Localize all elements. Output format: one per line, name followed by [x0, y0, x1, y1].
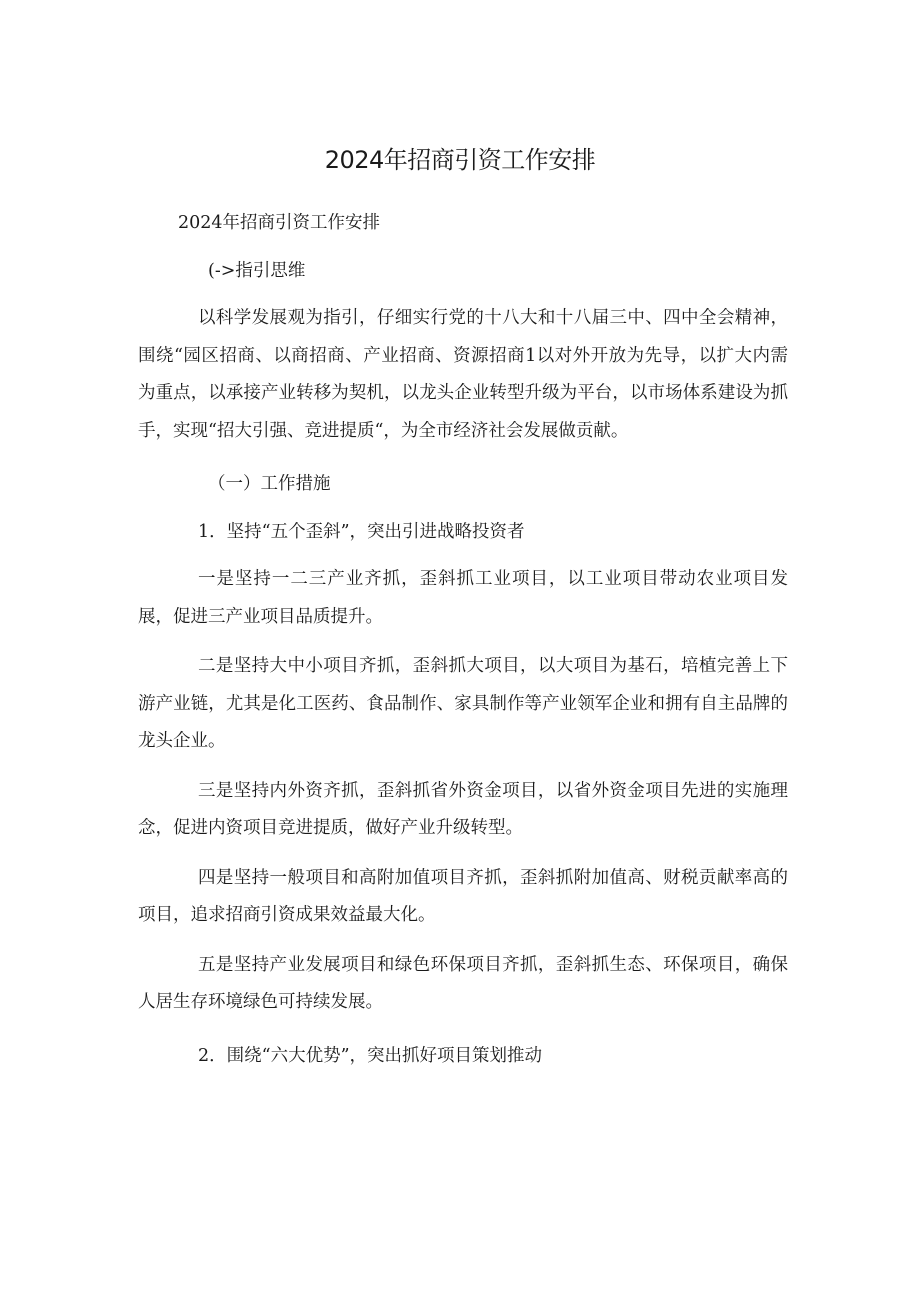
paragraph-point-3: 三是坚持内外资齐抓，歪斜抓省外资金项目，以省外资金项目先进的实施理念，促进内资项目竞进提质，做好产业升级转型。 — [138, 780, 788, 838]
paragraph-guiding: 以科学发展观为指引，仔细实行党的十八大和十八届三中、四中全会精神，围绕“园区招商、以商招商、产业招商、资源招商1以对外开放为先导，以扩大内需为重点，以承接产业转移为契机，以龙头企业转型升级为平台，以市场体系建设为抓手，实现“招大引强、竞进提质“，为全市经济社会发展做贡献。 — [138, 308, 788, 441]
item-heading-2: 2．围绕“六大优势”，突出抓好项目策划推动 — [198, 1045, 543, 1066]
paragraph-point-5: 五是坚持产业发展项目和绿色环保项目齐抓，歪斜抓生态、环保项目，确保人居生存环境绿色可持续发展。 — [138, 954, 788, 1012]
subtitle-line: 2024年招商引资工作安排 — [178, 213, 381, 233]
paragraph-point-2: 二是坚持大中小项目齐抓，歪斜抓大项目，以大项目为基石，培植完善上下游产业链，尤其是化工医药、食品制作、家具制作等产业领军企业和拥有自主品牌的龙头企业。 — [138, 656, 788, 751]
document-body — [138, 205, 788, 1075]
document-title: 2024年招商引资工作安排 — [324, 146, 596, 174]
paragraph-point-4: 四是坚持一般项目和高附加值项目齐抓，歪斜抓附加值高、财税贡献率高的项目，追求招商引资成果效益最大化。 — [138, 867, 788, 925]
section-heading-guiding: (->指引思维 — [208, 260, 306, 281]
item-heading-1: 1．坚持“五个歪斜”，突出引进战略投资者 — [198, 521, 525, 542]
section-heading-measures: （一）工作措施 — [208, 474, 331, 494]
paragraph-point-1: 一是坚持一二三产业齐抓，歪斜抓工业项目，以工业项目带动农业项目发展，促进三产业项目品质提升。 — [138, 569, 788, 627]
